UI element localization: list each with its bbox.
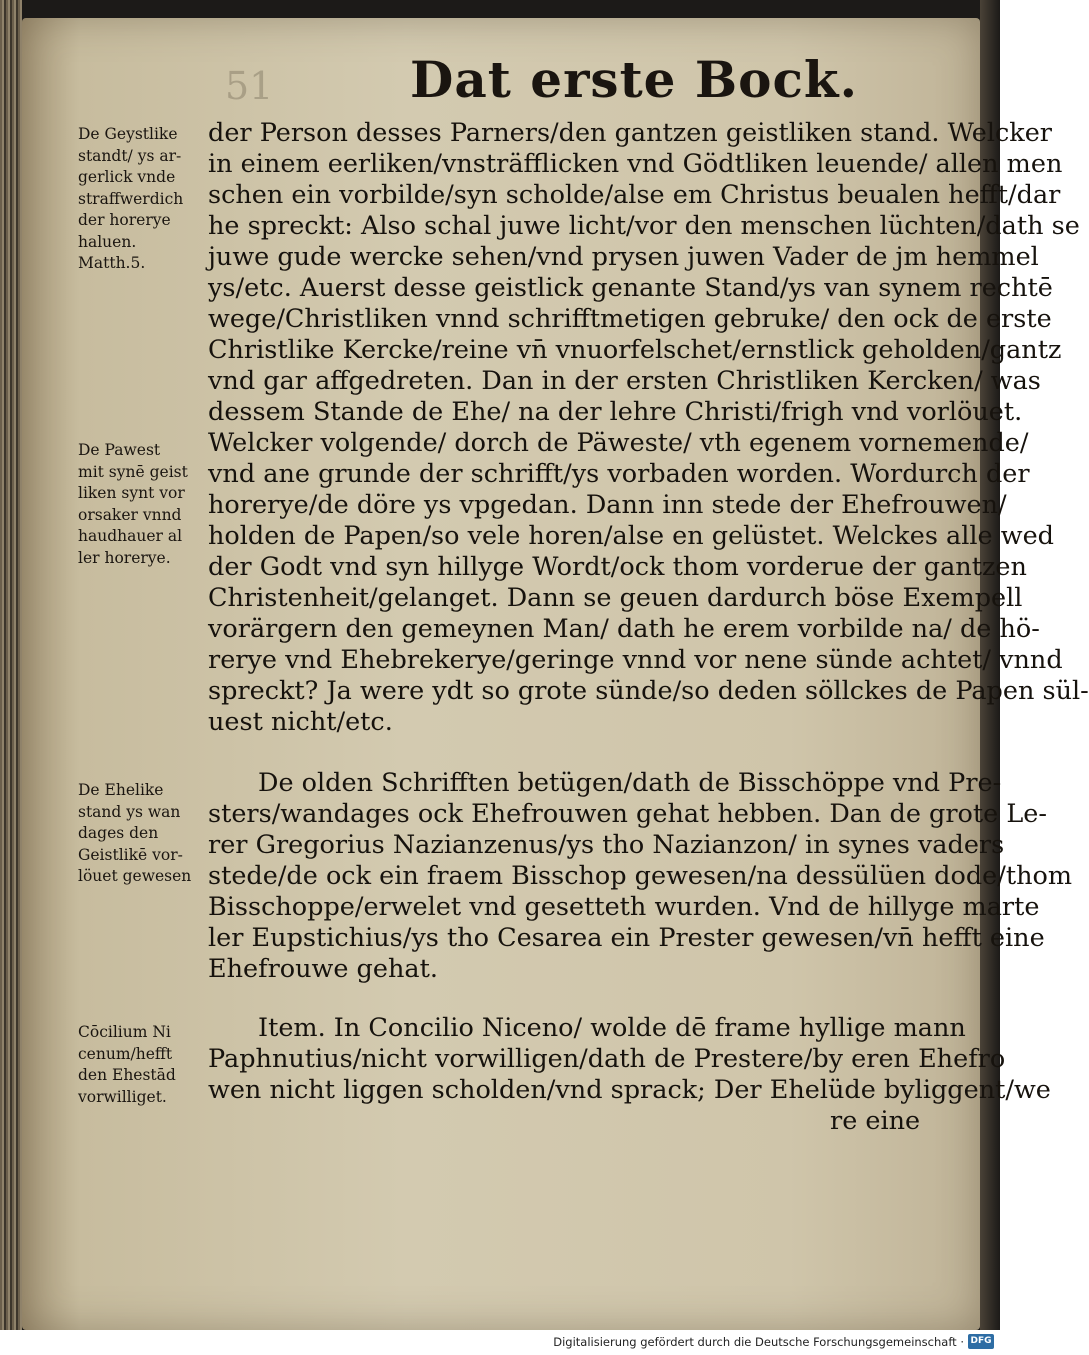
funding-credit: Digitalisierung gefördert durch die Deutsche Forschungsgemeinschaft · [553,1335,964,1349]
running-header-title: Dat erste Bock. [410,50,858,109]
margin-note-line: stand ys wan [78,802,181,821]
text-line: horerye/de döre ys vpgedan. Dann inn stede der Ehefrouwen/ [208,490,1007,520]
bleed-through-page-number: 51 [225,64,274,108]
margin-note-line: vorwilliget. [78,1087,167,1106]
text-line: vorärgern den gemeynen Man/ dath he erem vorbilde na/ de hö- [208,614,1040,644]
margin-note-line: straffwerdich [78,189,184,208]
margin-note-line: der horerye [78,211,171,229]
margin-note-3 [78,780,208,888]
text-line: Paphnutius/nicht vorwilligen/dath de Prestere/by eren Ehefro [208,1044,1006,1074]
margin-note-line: dages den [78,824,159,842]
margin-note-line: De Ehelike [78,781,164,799]
margin-note-line: haudhauer al [78,527,183,545]
margin-note-2 [78,440,208,569]
text-line: der Person desses Parners/den gantzen geistliken stand. Welcker [208,118,1052,148]
text-line: wege/Christliken vnnd schrifftmetigen gebruke/ den ock de erste [208,304,1052,334]
text-line: schen ein vorbilde/syn scholde/alse em Christus beualen hefft/dar [208,180,1061,210]
text-line: vnd gar affgedreten. Dan in der ersten Christliken Kercken/ was [208,366,1041,396]
margin-note-line: cenum/hefft [78,1044,173,1063]
margin-note-line: gerlick vnde [78,168,176,186]
text-line: vnd ane grunde der schrifft/ys vorbaden worden. Wordurch der [208,459,1030,489]
dfg-logo: DFG [968,1334,994,1349]
margin-note-line: ler horerye. [78,548,171,567]
margin-note-line: Matth.5. [78,254,146,272]
text-line: sters/wandages ock Ehefrouwen gehat hebben. Dan de grote Le- [208,799,1047,829]
text-line: rer Gregorius Nazianzenus/ys tho Nazianzon/ in synes vaders [208,830,1005,860]
margin-note-line: orsaker vnnd [78,505,182,524]
text-line: De olden Schrifften betügen/dath de Bisschöppe vnd Pre- [258,768,1002,798]
margin-note-line: liken synt vor [78,484,185,502]
text-line: rerye vnd Ehebrekerye/geringe vnnd vor nene sünde achtet/ vnnd [208,645,1063,675]
text-line: dessem Stande de Ehe/ na der lehre Christi/frigh vnd vorlöuet. [208,397,1023,427]
margin-note-line: De Geystlike [78,125,178,143]
text-line: ys/etc. Auerst desse geistlick genante Stand/ys van synem rechtē [208,273,1053,303]
text-line: Item. In Concilio Niceno/ wolde dē frame hyllige mann [258,1013,966,1043]
margin-note-line: löuet gewesen [78,867,192,885]
margin-note-line: den Ehestād [78,1066,176,1084]
catchword: re eine [830,1106,921,1136]
margin-note-line: haluen. [78,232,137,251]
text-line: Bisschoppe/erwelet vnd gesetteth wurden. Vnd de hillyge marte [208,892,1040,922]
text-line: stede/de ock ein fraem Bisschop gewesen/na dessülüen dode/thom [208,861,1073,891]
page-stack-left-edge [0,0,22,1330]
margin-note-line: Geistlikē vor- [78,845,183,864]
text-line: der Godt vnd syn hillyge Wordt/ock thom vorderue der gantzen [208,552,1027,582]
text-line: spreckt? Ja were ydt so grote sünde/so deden söllckes de Papen sül- [208,676,1089,706]
text-line: juwe gude wercke sehen/vnd prysen juwen Vader de jm hemmel [208,242,1039,272]
text-line: uest nicht/etc. [208,707,393,737]
text-line: he spreckt: Also schal juwe licht/vor den menschen lüchten/dath se [208,211,1080,241]
text-line: Christlike Kercke/reine vn̄ vnuorfelschet/ernstlick geholden/gantz [208,335,1062,365]
text-line: wen nicht liggen scholden/vnd sprack; Der Ehelüde byliggent/we [208,1075,1051,1105]
text-line: Welcker volgende/ dorch de Päweste/ vth egenem vornemende/ [208,428,1029,458]
footer-bar [0,1330,1000,1355]
margin-note-4 [78,1022,208,1108]
margin-note-line: De Pawest [78,441,161,459]
text-line: in einem eerliken/vnsträfflicken vnd Gödtliken leuende/ allen men [208,149,1063,179]
text-line: ler Eupstichius/ys tho Cesarea ein Prester gewesen/vn̄ hefft eine [208,923,1045,953]
margin-note-line: Cōcilium Ni [78,1023,171,1041]
text-line: Ehefrouwe gehat. [208,954,438,984]
text-line: Christenheit/gelanget. Dann se geuen dardurch böse Exempell [208,583,1023,613]
margin-note-1 [78,124,208,275]
margin-note-line: mit synē geist [78,462,188,481]
margin-note-line: standt/ ys ar- [78,146,182,165]
text-line: holden de Papen/so vele horen/alse en gelüstet. Welckes alle wed [208,521,1054,551]
